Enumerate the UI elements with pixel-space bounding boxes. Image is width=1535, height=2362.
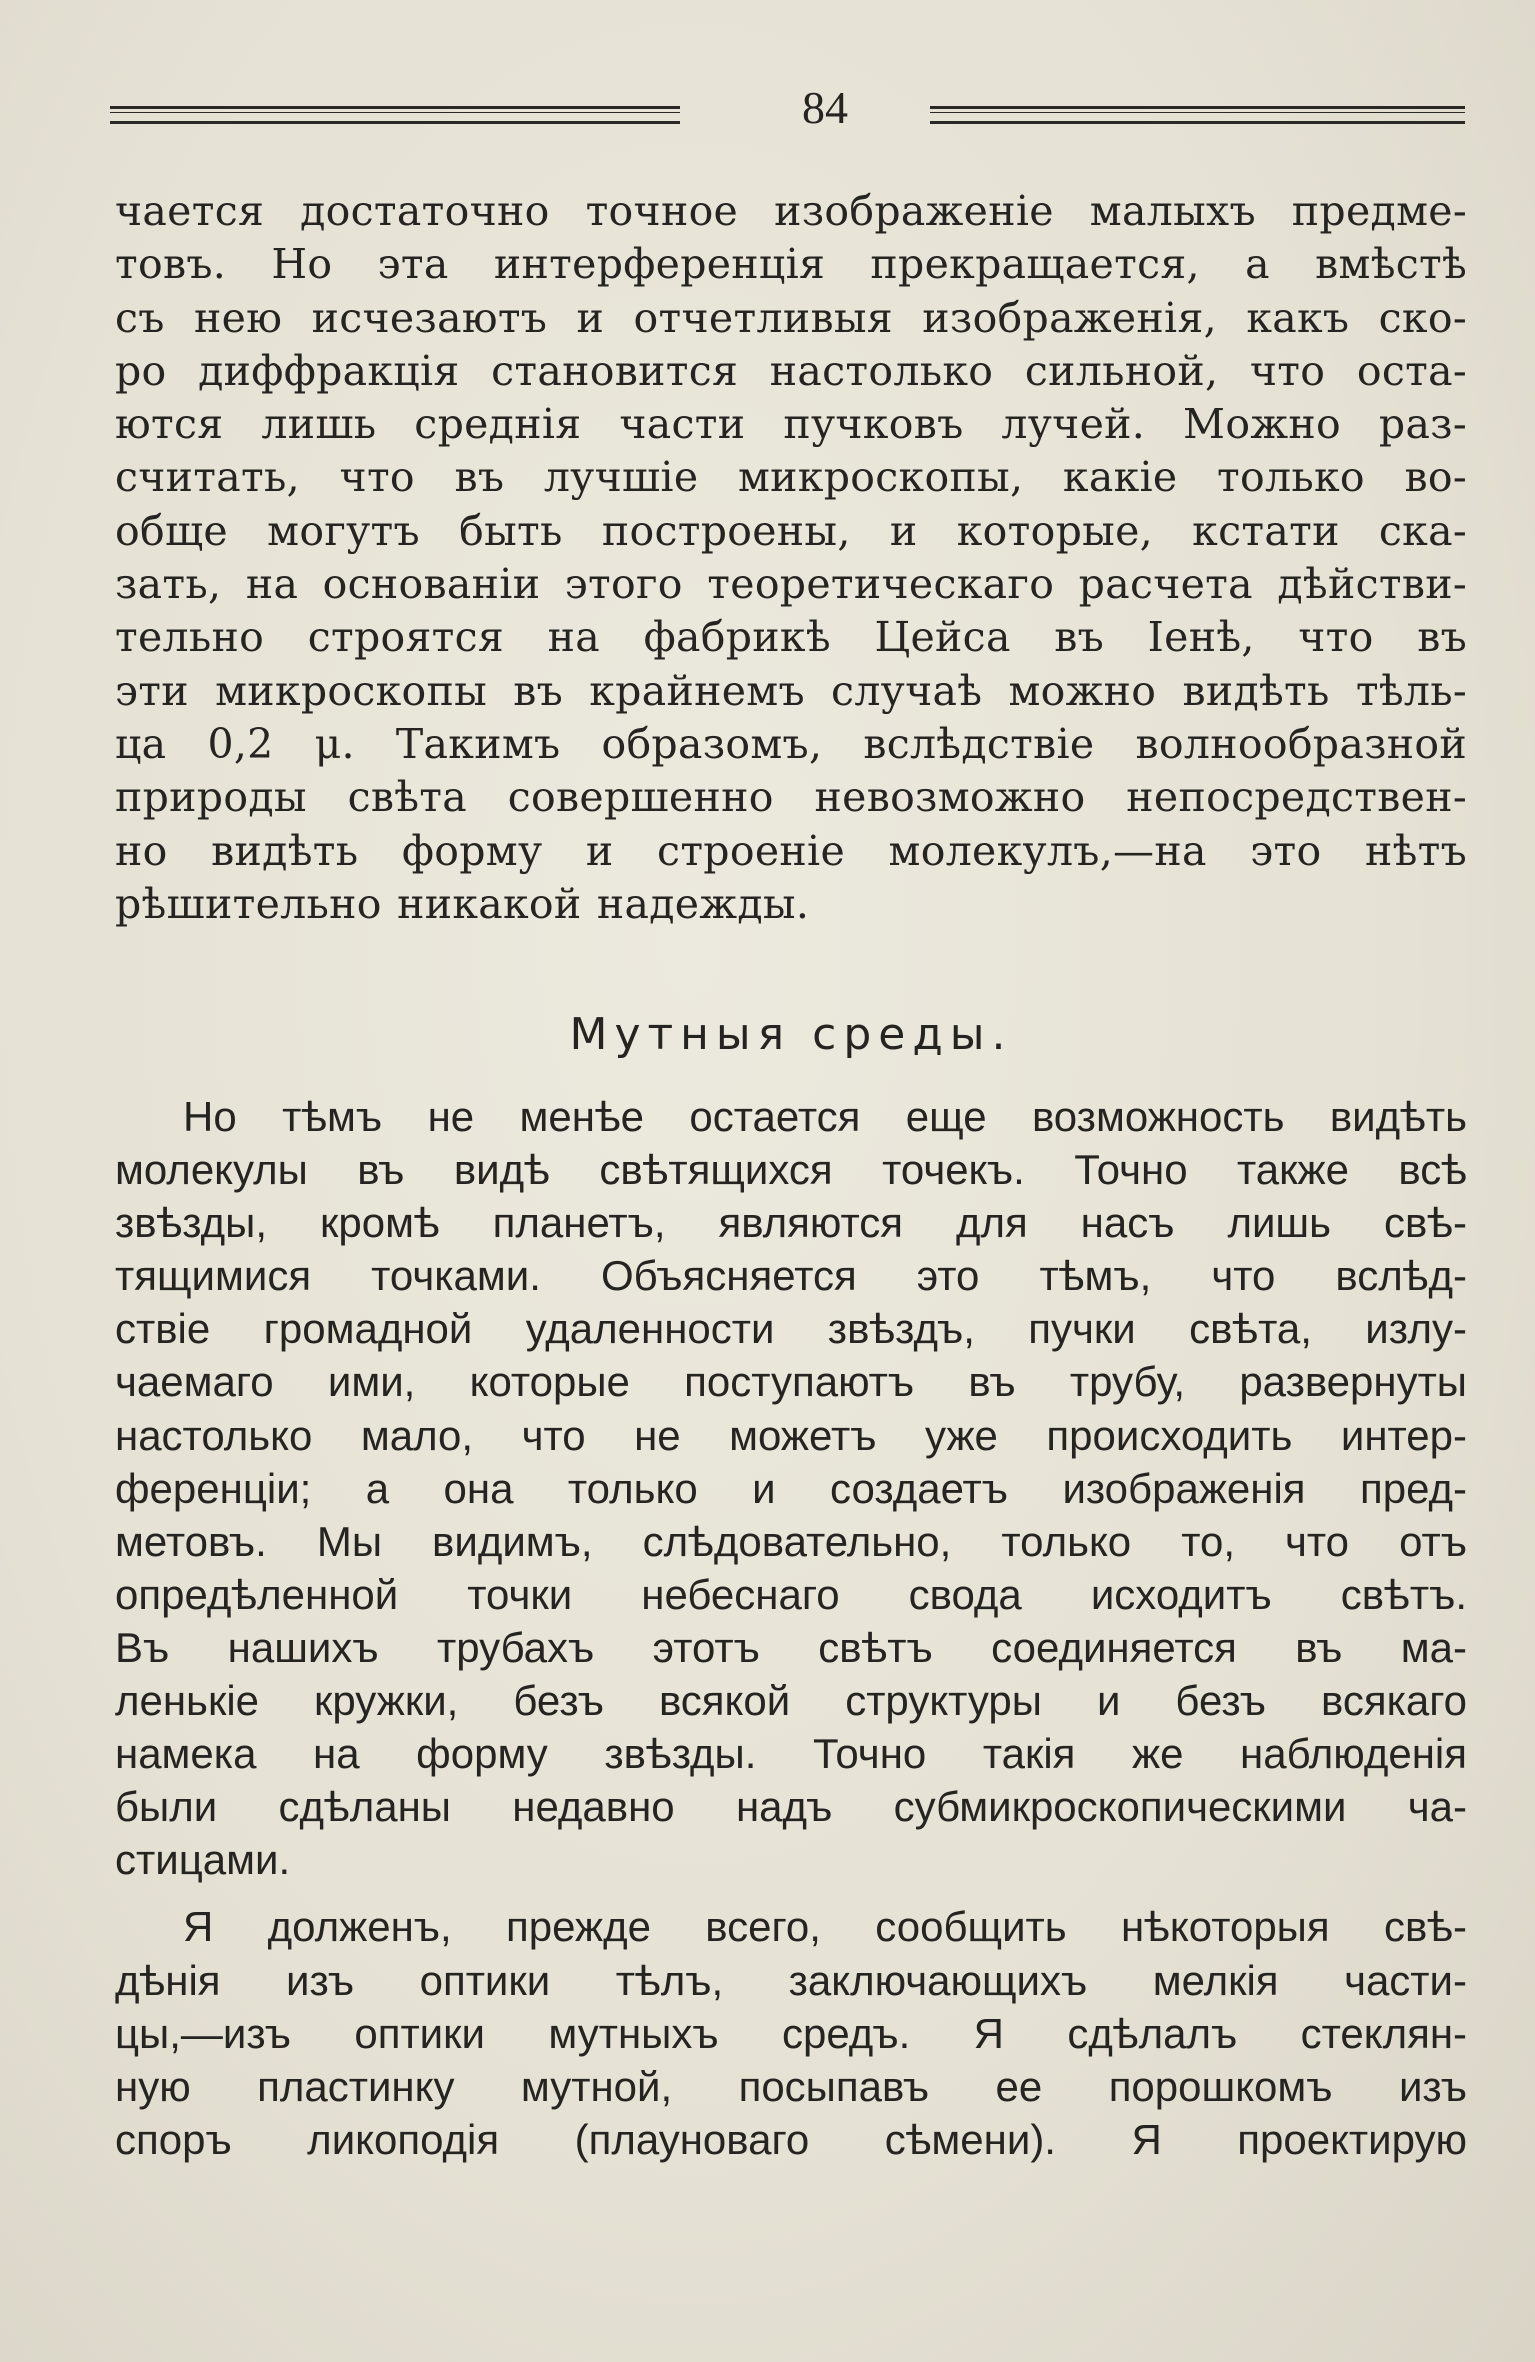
- text-line: ференціи; а она только и создаетъ изображенія пред-: [115, 1464, 1467, 1512]
- text-line: метовъ. Мы видимъ, слѣдовательно, только то, что отъ: [115, 1517, 1467, 1565]
- text-line: цы,—изъ оптики мутныхъ средъ. Я сдѣлалъ стеклян-: [115, 2009, 1467, 2057]
- text-line: обще могутъ быть построены, и которые, кстати ска-: [115, 506, 1467, 555]
- header-rule-right: [930, 106, 1465, 124]
- text-line: рѣшительно никакой надежды.: [115, 879, 810, 928]
- text-line: ствіе громадной удаленности звѣздъ, пучки свѣта, излу-: [115, 1305, 1467, 1353]
- text-line: Но тѣмъ не менѣе остается еще возможность видѣть: [183, 1093, 1467, 1140]
- paragraph-2-3: [115, 1090, 1467, 2166]
- text-line: но видѣть форму и строеніе молекулъ,—на это нѣтъ: [115, 826, 1467, 875]
- text-line: ную пластинку мутной, посыпавъ ее порошкомъ изъ: [115, 2062, 1467, 2110]
- header-rule-left: [110, 106, 680, 124]
- text-line: дѣнія изъ оптики тѣлъ, заключающихъ мелкія части-: [115, 1956, 1467, 2004]
- text-line: ленькіе кружки, безъ всякой структуры и безъ всякаго: [115, 1677, 1467, 1725]
- text-line: эти микроскопы въ крайнемъ случаѣ можно видѣть тѣль-: [115, 666, 1467, 715]
- text-line: зать, на основаніи этого теоретическаго расчета дѣйстви-: [115, 560, 1467, 609]
- text-line: чаемаго ими, которые поступаютъ въ трубу, развернуты: [115, 1358, 1467, 1406]
- text-line: ца 0,2 μ. Такимъ образомъ, вслѣдствіе волнообразной: [115, 719, 1467, 768]
- text-line: споръ ликоподія (плауноваго сѣмени). Я проектирую: [115, 2115, 1467, 2163]
- text-line: считать, что въ лучшіе микроскопы, какіе только во-: [115, 453, 1467, 502]
- text-line: намека на форму звѣзды. Точно такія же наблюденія: [115, 1730, 1467, 1778]
- text-line: Въ нашихъ трубахъ этотъ свѣтъ соединяется въ ма-: [115, 1623, 1467, 1671]
- text-line: тельно строятся на фабрикѣ Цейса въ Іенѣ, что въ: [115, 613, 1467, 662]
- text-line: ро диффракція становится настолько сильной, что оста-: [115, 346, 1467, 395]
- section-heading: Мутныя среды.: [569, 1009, 1013, 1060]
- text-line: чается достаточно точное изображеніе малыхъ предме-: [115, 187, 1467, 235]
- text-line: молекулы въ видѣ свѣтящихся точекъ. Точно также всѣ: [115, 1146, 1467, 1194]
- paragraph-gap: [115, 1886, 1467, 1900]
- text-line: Я долженъ, прежде всего, сообщить нѣкоторыя свѣ-: [183, 1903, 1467, 1951]
- text-line: звѣзды, кромѣ планетъ, являются для насъ лишь свѣ-: [115, 1199, 1467, 1247]
- text-line: товъ. Но эта интерференція прекращается, а вмѣстѣ: [115, 240, 1467, 289]
- text-line: природы свѣта совершенно невозможно непосредствен-: [115, 773, 1467, 822]
- text-line: съ нею исчезаютъ и отчетливыя изображенія, какъ ско-: [115, 293, 1467, 342]
- text-line: ются лишь среднія части пучковъ лучей. Можно раз-: [115, 400, 1467, 449]
- text-line: стицами.: [115, 1836, 291, 1884]
- text-line: настолько мало, что не можетъ уже происходить интер-: [115, 1411, 1467, 1459]
- page-number: 84: [802, 82, 848, 133]
- paragraph-1: [115, 185, 1467, 931]
- page-header: [110, 78, 1465, 138]
- text-line: тящимися точками. Объясняется это тѣмъ, что вслѣд-: [115, 1252, 1467, 1300]
- text-line: опредѣленной точки небеснаго свода исходитъ свѣтъ.: [115, 1570, 1467, 1618]
- text-line: были сдѣланы недавно надъ субмикроскопическими ча-: [115, 1783, 1467, 1831]
